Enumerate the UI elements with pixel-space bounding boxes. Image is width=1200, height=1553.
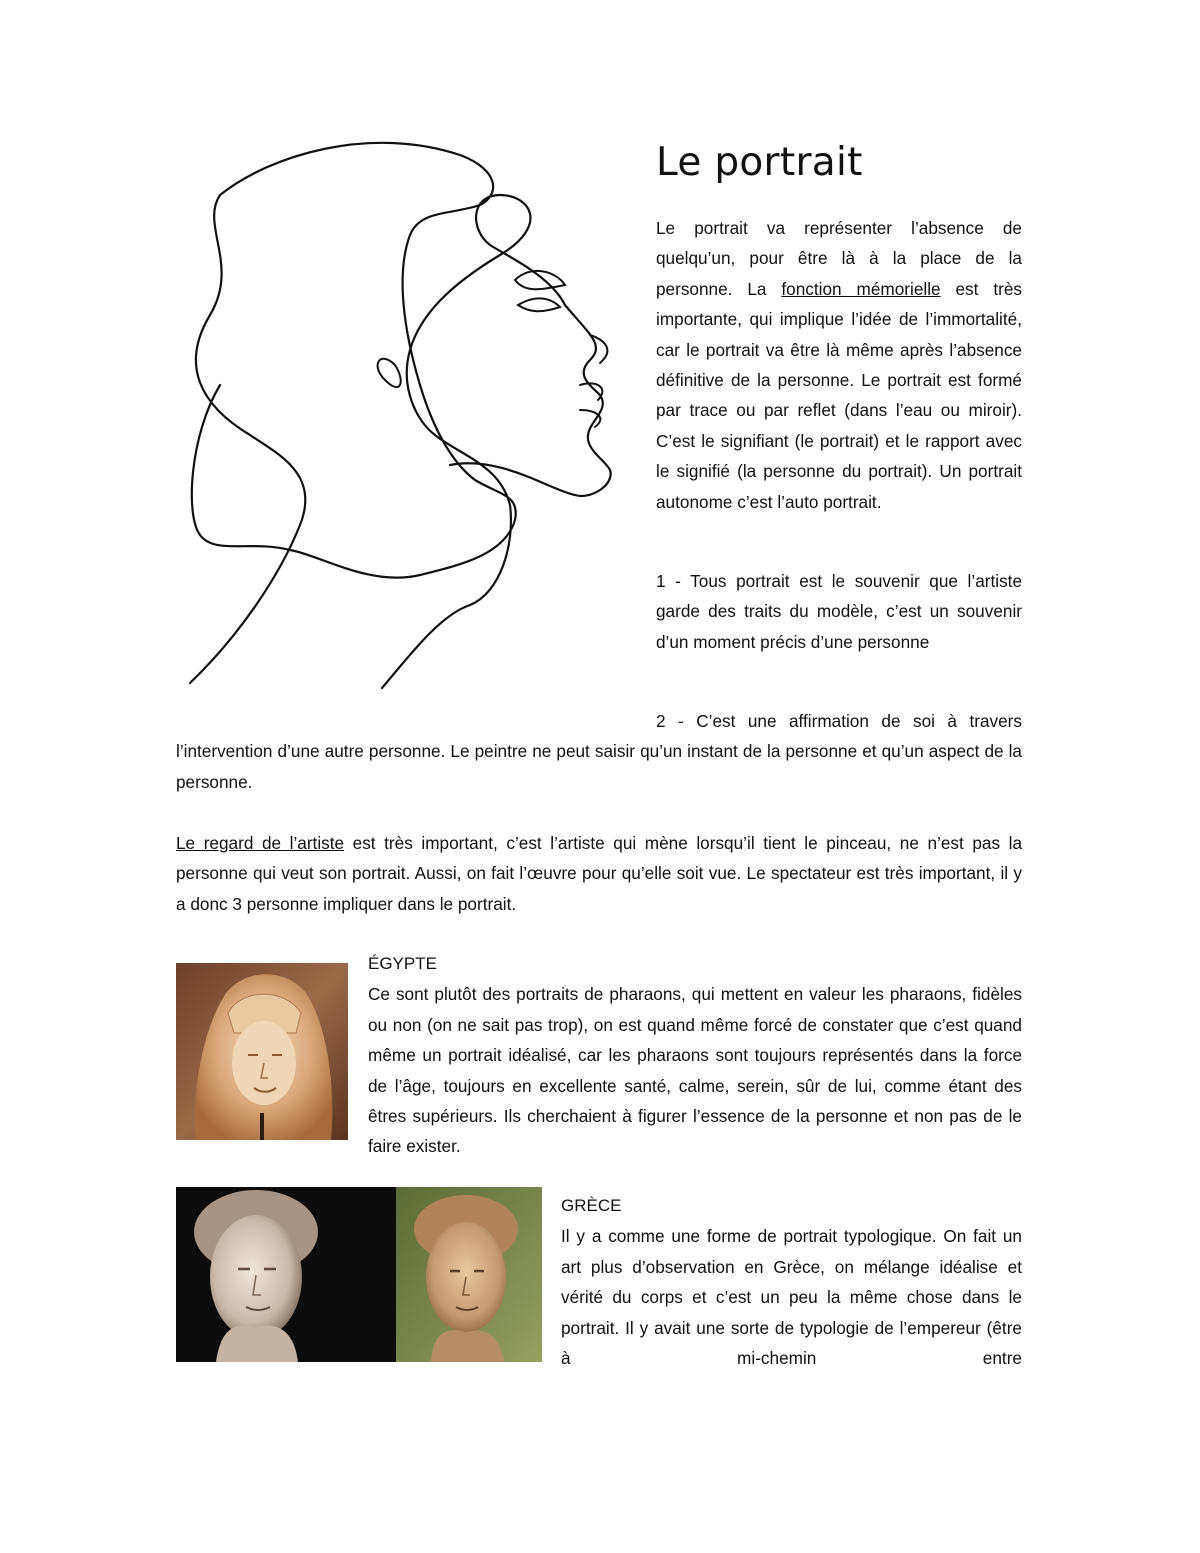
grece-heading: GRÈCE: [561, 1196, 622, 1215]
egypte-heading: ÉGYPTE: [368, 954, 437, 973]
point-2-paragraph: 2 - C’est une affirmation de soi à travers l’intervention d’une autre personne. Le peintre ne peut saisir qu’un instant de la personne et qu’un aspect de la personne.: [176, 711, 1022, 792]
egypte-section: [368, 949, 1022, 1162]
grece-paragraph: Il y a comme une forme de portrait typologique. On fait un art plus d’observation en Grèce, on mélange idéalise et vérité du corps et c’est un peu la même chose dans le portrait. Il y avait une sorte de typologie de l’empereur (être à mi-chemin entre: [561, 1226, 1022, 1369]
intro-text-2: est très importante, qui implique l’idée de l’immortalité, car le portrait va être là même après l’absence définitive de la personne. Le portrait est formé par trace ou par reflet (dans l’eau ou miroir). C’est le signifiant (le portrait) et le rapport avec le signifié (la personne du portrait). Un portrait autonome c’est l’auto portrait.: [656, 278, 1022, 512]
grece-section: [561, 1191, 1022, 1373]
regard-paragraph: [176, 828, 1022, 919]
greek-terracotta-bust-image: [396, 1187, 542, 1362]
point-1-paragraph: 1 - Tous portrait est le souvenir que l’artiste garde des traits du modèle, c’est un souvenir d’un moment précis d’une personne: [656, 571, 1022, 652]
intro-paragraph: [656, 213, 1022, 517]
greek-marble-bust-image: [176, 1187, 396, 1362]
regard-artiste-term: Le regard de l’artiste: [176, 833, 345, 853]
intro-text-1: Le portrait va représenter l’absence de quelqu’un, pour être là à la place de la personne. La: [656, 218, 1022, 299]
egypte-paragraph: Ce sont plutôt des portraits de pharaons, qui mettent en valeur les pharaons, fidèles ou non (on ne sait pas trop), on est quand même forcé de constater que c’est quand même un portrait idéalisé, car les pharaons sont toujours représentés dans la force de l’âge, toujours en excellente santé, calme, serein, sûr de lui, comme étant des êtres supérieurs. Ils cherchaient à figurer l’essence de la personne et non pas de le faire exister.: [368, 984, 1022, 1157]
fonction-memorielle-term: fonction mémorielle: [781, 278, 941, 299]
page-title: Le portrait: [656, 140, 863, 185]
profile-line-drawing: [170, 135, 640, 695]
regard-text: est très important, c’est l’artiste qui mène lorsqu’il tient le pinceau, ne n’est pas la personne qui veut son portrait. Aussi, on fait l’œuvre pour qu’elle soit vue. Le spectateur est très important, il y a donc 3 personne impliquer dans le portrait.: [176, 833, 1022, 914]
egyptian-pharaoh-head-image: [176, 963, 348, 1140]
